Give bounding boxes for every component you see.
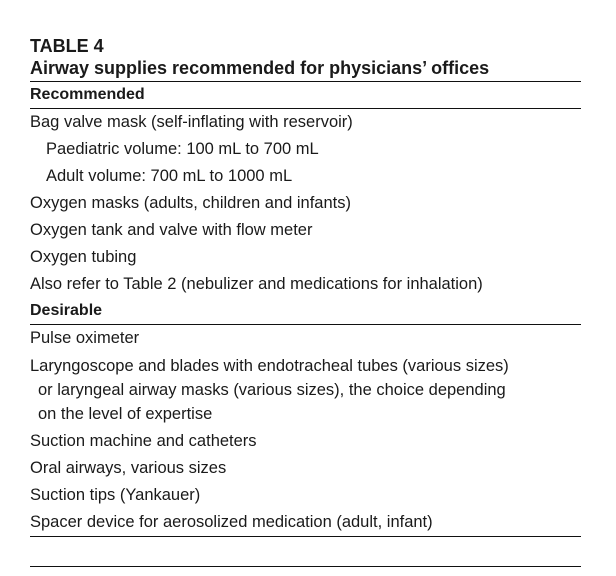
table-title: Airway supplies recommended for physicians’ offices xyxy=(30,58,490,78)
table-number: TABLE 4 xyxy=(30,36,104,56)
list-item: Pulse oximeter xyxy=(30,329,140,347)
list-item: Oral airways, various sizes xyxy=(30,459,227,477)
list-item: Paediatric volume: 100 mL to 700 mL xyxy=(46,140,319,158)
list-item-line: or laryngeal airway masks (various sizes), the choice depending xyxy=(38,381,506,399)
list-item: Adult volume: 700 mL to 1000 mL xyxy=(46,167,293,185)
list-item: Oxygen tank and valve with flow meter xyxy=(30,221,313,239)
list-item: Suction machine and catheters xyxy=(30,432,257,450)
footer-rule xyxy=(30,566,581,567)
recommended-list xyxy=(30,109,581,298)
list-item: Also refer to Table 2 (nebulizer and medications for inhalation) xyxy=(30,275,483,293)
desirable-list xyxy=(30,325,581,536)
section-heading-recommended: Recommended xyxy=(30,86,145,103)
section-heading-desirable: Desirable xyxy=(30,302,103,319)
list-item xyxy=(30,352,581,428)
table-end-rule xyxy=(30,536,581,537)
list-item-line: on the level of expertise xyxy=(38,405,213,423)
list-item: Oxygen masks (adults, children and infants) xyxy=(30,194,351,212)
table-4 xyxy=(30,36,581,537)
list-item: Oxygen tubing xyxy=(30,248,137,266)
list-item: Suction tips (Yankauer) xyxy=(30,486,201,504)
list-item: Spacer device for aerosolized medication (adult, infant) xyxy=(30,513,433,531)
list-item: Bag valve mask (self-inflating with reservoir) xyxy=(30,113,353,131)
list-item-line: Laryngoscope and blades with endotracheal tubes (various sizes) xyxy=(30,357,509,375)
